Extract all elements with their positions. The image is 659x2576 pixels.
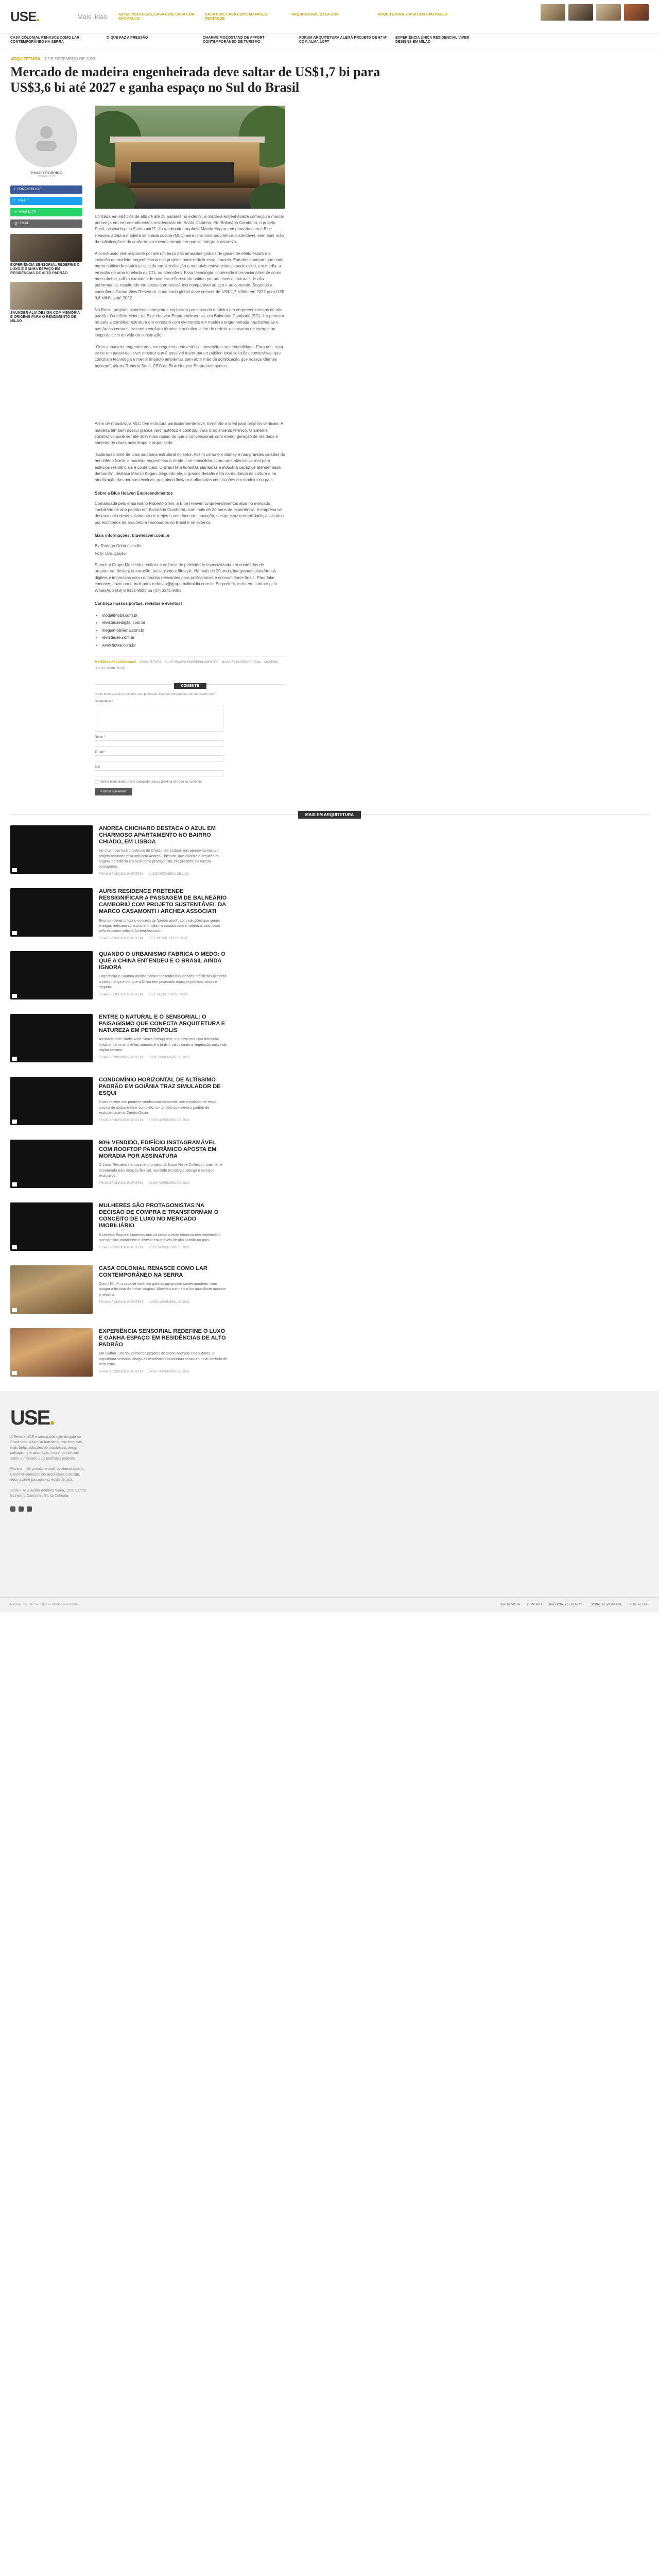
list-item-image[interactable] — [10, 1077, 93, 1125]
list-item-desc: No charmoso bairro histórico do Chiado, em Lisboa, nós apresentamos um projeto assinado pela arquiteta Andrea Chicharo, que valoriza a arquitetura original do edifício e o azul como protagonista, tão presente na cultura portuguesa. — [99, 849, 219, 869]
list-item-author[interactable]: THIAGO RODRIGO ROTSTEIN — [99, 1181, 143, 1185]
list-item-desc: Assinado pelo Studio Aline Souza Paisagismo, o projeto cria uma transição fluida entre os ambientes internos e o jardim, valorizando a vegetação nativa da região serrana. — [99, 1038, 227, 1052]
featured-caption: CASA COLONIAL RENASCE COMO LAR CONTEMPORÂNEO NA SERRA — [10, 36, 80, 44]
footer-link[interactable]: PORTAL USE — [629, 1603, 649, 1607]
footer-link[interactable]: USE REVISTA — [499, 1603, 520, 1607]
more-heading: MAIS EM ARQUITETURA — [10, 810, 649, 818]
paragraph: Além de robustez, a MLC tem estrutura particularmente leve, tornando-a ideal para projetos verticais. A madeira também possui grande valor estético e contribui para o isolamento térmico. O sistema construtivo pode ser até 30% mais rápido do que o convencional, com menor geração de resíduos e canteiro de obras mais limpo e organizado. — [95, 421, 283, 446]
list-item-author[interactable]: THIAGO RODRIGO ROTSTEIN — [99, 1300, 143, 1304]
most-read-tag: CASA COR, CASA COR SÃO PAULO, DESTAQUE — [205, 12, 269, 21]
quote-paragraph: "Com a madeira engenheirada, conseguimos unir estética, inovação e sustentabilidade. Para nós, trata-se de um passo decisivo: mostrar que é possível trazer para o público local soluções construtivas que conciliam tecnologia e menor impacto ambiental, sem abrir mão da sofisticação que nossos clientes buscam", afirma Roberto Stein, CEO da Blue Heaven Empreendimentos. — [95, 344, 285, 368]
share-whatsapp-button[interactable]: w WHATSAPP — [10, 208, 82, 216]
list-item-date: 14 DE NOVEMBRO DE 2023 — [149, 1370, 189, 1374]
camera-icon — [12, 1182, 17, 1187]
more-info-link[interactable]: Mais informações: blueheaven.com.br — [95, 533, 170, 538]
site-logo[interactable]: USE. — [10, 9, 40, 24]
facebook-icon[interactable] — [10, 1506, 15, 1512]
related-image — [10, 234, 82, 262]
featured-card[interactable] — [10, 36, 100, 45]
email-field[interactable] — [95, 755, 223, 761]
related-card[interactable] — [10, 282, 82, 324]
list-item-date: 26 DE NOVEMBRO DE 2023 — [149, 1118, 189, 1122]
comment-form — [95, 681, 285, 795]
footer-contact: Revista – Os portais, e-mail revistause.com.br, o melhor conteúdo em arquitetura e design, decoração e paisagismo, estilo de vida. — [10, 1467, 85, 1482]
list-item-desc: Em Gaffniz, um dos primeiros projetos do Stone Andrade Consultores, a arquitetura sensorial chega às residências brasileiras como um novo símbolo de bem-estar. — [99, 1352, 228, 1366]
list-item-date: 10 DE DEZEMBRO DE 2023 — [149, 873, 189, 876]
list-item-title[interactable]: MULHERES SÃO PROTAGONISTAS NA DECISÃO DE COMPRA E TRANSFORMAM O CONCEITO DE LUXO NO MERCADO IMOBILIÁRIO — [99, 1202, 219, 1229]
section-subtitle: Sobre a Blue Heaven Empreendimentos — [95, 490, 173, 496]
camera-icon — [12, 1308, 17, 1312]
footer-links — [500, 1603, 649, 1606]
list-item-title[interactable]: CASA COLONIAL RENASCE COMO LAR CONTEMPORÂNEO NA SERRA — [99, 1265, 207, 1279]
email-label: E-mail * — [95, 750, 106, 754]
related-caption: EXPERIÊNCIA SENSORIAL REDEFINE O LUXO E GANHA ESPAÇO EM RESIDÊNCIAS DE ALTO PADRÃO — [10, 263, 80, 275]
facebook-icon: f — [14, 188, 15, 191]
most-read-item[interactable] — [118, 13, 196, 21]
breadcrumb — [10, 57, 649, 61]
footer-address: Sede – Rua Julião Bemmel Vieira, 1000 Centro, Balneário Camboriú, Santa Catarina. — [10, 1488, 87, 1498]
portal-link[interactable]: • megaimobiliaria.com.br — [102, 627, 285, 634]
site-header — [0, 0, 659, 34]
thumb-image[interactable] — [568, 4, 593, 21]
tag-link[interactable]: BLUE HEAVEN EMPREENDIMENTOS — [164, 660, 219, 664]
tag-link[interactable]: ARQUITETURA — [139, 660, 162, 664]
portal-link[interactable]: • revistausedigital.com.br — [102, 619, 285, 626]
featured-card[interactable] — [299, 36, 389, 45]
instagram-icon[interactable] — [19, 1506, 24, 1512]
hero-image — [95, 106, 285, 209]
list-item-author[interactable]: THIAGO RODRIGO ROTSTEIN — [99, 1246, 143, 1249]
article-body — [95, 106, 285, 795]
camera-icon — [12, 994, 17, 998]
list-item[interactable] — [10, 1077, 649, 1132]
email-icon: @ — [14, 222, 18, 225]
footer-bottom-bar — [0, 1597, 659, 1613]
paragraph: Utilizada em edifícios de alto de até 18 andares no exterior, a madeira engenheirada começou a marcar presença em empreendimentos residenciais em Santa Catarina. Em Balneário Camboriú, o projeto Patel, assinado pelo Studio mk27, do renomado arquiteto Márcio Kogan, em parceria com a Blue Heaven, adota a madeira laminada colada (MLC) para criar uma arquitetura sustentável, sem abrir mão da sofisticação e do conforto, ao mesmo tempo em que se integra à natureza. — [95, 214, 284, 245]
list-item-image[interactable] — [10, 1140, 93, 1188]
paragraph: Somos o Grupo Multimídia, editora e agência de publicidade especializada em conteúdos de arquitetura, design, decoração, paisagismo e lifestyle. Há mais de 20 anos, integramos plataformas digitais e impressas com conteúdos relevantes para profissionais e consumidores finais. Para falar conosco, envie um e-mail para redacao@grupomultimidia.com.br. Se preferir, entre em contato pelo WhatsApp (48) 9 9121-9824 ou (47) 3241-9093. — [95, 563, 278, 593]
site-footer — [0, 1391, 659, 1613]
most-read-thumbs — [541, 4, 649, 21]
list-item-desc: Com 410 m², a casa de veraneio ganhou um projeto contemporâneo, sem apagar a história do imóvel original. Materiais naturais e luz abundante marcam a reforma. — [99, 1282, 226, 1297]
list-item[interactable] — [10, 825, 649, 881]
portal-link[interactable]: • revistause.com.br — [102, 634, 285, 641]
list-item-author[interactable]: THIAGO RODRIGO ROTSTEIN — [99, 1118, 143, 1122]
article-title: Mercado de madeira engenheirada deve saltar de US$1,7 bi para US$3,6 bi até 2027 e ganha espaço no Sul do Brasil — [10, 64, 380, 95]
author-avatar — [15, 106, 77, 167]
tag-list — [95, 656, 285, 670]
site-field[interactable] — [95, 770, 223, 776]
copyright: Revista USE 2023 – Todos os direitos reservados. — [10, 1603, 79, 1607]
footer-about: A Revista USE é uma publicação dirigida ao Brasil todo, à família brasileira, com foco nas mais belas soluções de arquitetura, design, paisagismo e decoração, trazendo notícias sobre o mercado e os melhores projetos. — [10, 1435, 82, 1461]
list-item-title[interactable]: AURIS RESIDENCE PRETENDE RESSIGNIFICAR A PASSAGEM DE BALNEÁRIO CAMBORIÚ COM PROJETO SUSTENTÁVEL DA MARCO CASAMONTI / ARCHEA ASSOCIATI — [99, 888, 227, 915]
whatsapp-icon: w — [14, 210, 17, 214]
footer-link[interactable]: AGÊNCIA DE EVENTOS — [549, 1603, 584, 1607]
thumb-image[interactable] — [596, 4, 621, 21]
related-caption: SAUNDER ALIA DESIGN COM MEMÓRIA E ORIGENS PARA O RENDIMENTO DE MILÃO — [10, 311, 80, 323]
list-item-image[interactable] — [10, 1265, 93, 1314]
social-links — [10, 1506, 649, 1512]
list-item-author[interactable]: THIAGO RODRIGO ROTSTEIN — [99, 993, 143, 996]
featured-caption: CHARME MOCOSTAND DE AFFORT CONTEMPORÂNEO DE TURISMO — [203, 36, 265, 44]
portal-link[interactable]: • modalimobil.com.br — [102, 612, 285, 619]
featured-caption: O QUE FAZ A PRESSÃO — [107, 36, 148, 40]
portals-heading: Conheça nossos portais, revistas e eventos! — [95, 601, 182, 606]
list-item[interactable] — [10, 1328, 649, 1384]
most-read-item[interactable] — [378, 13, 455, 21]
list-item-author[interactable]: THIAGO RODRIGO ROTSTEIN — [99, 873, 143, 876]
camera-icon — [12, 1057, 17, 1061]
list-item-date: 20 DE NOVEMBRO DE 2023 — [149, 1246, 189, 1249]
author-role: REDACTOR — [38, 175, 55, 178]
list-item-image[interactable] — [10, 1328, 93, 1377]
featured-card[interactable] — [203, 36, 293, 45]
name-label: Nome * — [95, 735, 106, 739]
list-item-title[interactable]: ENTRE O NATURAL E O SENSORIAL: O PAISAGISMO QUE CONECTA ARQUITETURA E NATUREZA EM PETRÓPOLIS — [99, 1013, 226, 1034]
list-item-image[interactable] — [10, 951, 93, 999]
camera-icon — [12, 1371, 17, 1375]
most-read-tag: ARQUITETURA, CASA COR — [291, 12, 339, 16]
list-item-author[interactable]: THIAGO RODRIGO ROTSTEIN — [99, 1056, 143, 1059]
list-item[interactable] — [10, 951, 649, 1007]
list-item-desc: A Lenvitta Empreendimentos mostra como a visão feminina tem redefinido o que significa morar bem e investir em imóveis de alto padrão no país. — [99, 1233, 221, 1242]
related-card[interactable] — [10, 234, 82, 276]
comment-label: Comentário * — [95, 700, 113, 703]
list-item-date: 1 DE DEZEMBRO DE 2023 — [149, 993, 187, 996]
portal-links — [95, 612, 285, 649]
more-in-architecture — [0, 795, 659, 1384]
list-item[interactable] — [10, 1202, 649, 1258]
footer-link[interactable]: CONTATO — [527, 1603, 542, 1607]
camera-icon — [12, 868, 17, 872]
paragraph: A construção civil responde por até um terço das emissões globais de gases de efeito estufa e a inclusão da madeira engenheirada nos projetos pode reduzir esse impacto. Estudos apontam que cada metro cúbico de madeira utilizada em substituição a materiais convencionais pode evitar, em média, a emissão de uma tonelada de CO₂ na atmosfera. Essa tecnologia, conhecida internacionalmente como mass timber, utiliza camadas de madeira reflorestada unidas por adesivos estruturais de alta performance, resultando em peças com resistência comparável ao aço e ao concreto. Segundo a consultoria Grand View Research, o mercado global deve crescer de US$ 1,7 bilhão em 2022 para US$ 3,6 bilhões até 2027. — [95, 251, 285, 301]
article-category[interactable]: ARQUITETURA — [10, 56, 41, 61]
list-item-title[interactable]: EXPERIÊNCIA SENSORIAL REDEFINE O LUXO E GANHA ESPAÇO EM RESIDÊNCIAS DE ALTO PADRÃO — [99, 1328, 226, 1348]
list-item[interactable] — [10, 888, 649, 944]
list-item-image[interactable] — [10, 825, 93, 874]
list-item-title[interactable]: ANDREA CHICHARO DESTACA O AZUL EM CHARMOSO APARTAMENTO NO BAIRRO CHIADO, EM LISBOA — [99, 825, 216, 845]
list-item-desc: O Lótus Residence é o primeiro projeto da Smart Home Collection totalmente estruturado para locação flexível, reunindo tecnologia, design e serviços exclusivos. — [99, 1163, 223, 1178]
featured-strip — [0, 34, 659, 49]
tag-link[interactable]: SETOR IMOBILIÁRIO — [95, 667, 125, 670]
list-item-title[interactable]: CONDOMÍNIO HORIZONTAL DE ALTÍSSIMO PADRÃO EM GOIÂNIA TRAZ SIMULADOR DE ESQUI — [99, 1076, 221, 1097]
camera-icon — [12, 1120, 17, 1124]
camera-icon — [12, 931, 17, 935]
list-item[interactable] — [10, 1265, 649, 1321]
paragraph: "Estamos diante de uma mudança estrutural no setor. Assim como em Sidney e nas grandes cidades do hemisfério Norte, a madeira engenheirada tende a se consolidar como uma alternativa real para edifícios residenciais e comerciais. O Brasil tem florestas plantadas e indústria capaz de atender essa demanda", destaca Márcio Kogan. Segundo ele, o grande desafio está na mudança de cultura e na atualização das normas técnicas, que ainda limitam a altura das construções em madeira no país. — [95, 452, 285, 483]
article-sidebar — [10, 106, 82, 795]
article-layout — [0, 95, 659, 795]
paragraph: No Brasil, projetos pioneiros começam a explorar a presença da madeira em empreendimentos de alto padrão. O edifício Mode, da Blue Heaven Empreendimentos, em Balneário Camboriú (SC), é o primeiro no país a combinar estrutura em concreto com elementos em madeira engenheirada nas fachadas e nas áreas comuns, trazendo conforto térmico e acústico, além de reduzir o consumo de energia ao longo do ciclo de vida da construção. — [95, 307, 284, 338]
name-field[interactable] — [95, 740, 223, 747]
featured-caption: EXPERIÊNCIA ÚNICA RESIDENCIAL VIVER DESIGNS EM MILÃO — [395, 36, 470, 44]
user-icon — [31, 121, 62, 152]
most-read-tag: ARTES PLÁSTICAS, CASA COR, CASA COR SÃO PAULO — [118, 12, 195, 21]
comment-textarea[interactable] — [95, 705, 223, 732]
paragraph: Comandada pelo empresário Roberto Stein, a Blue Heaven Empreendimentos atua no mercado imobiliário de alto padrão em Balneário Camboriú, com mais de 20 anos de experiência. A empresa se destaca pelo desenvolvimento de projetos com foco em inovação, design e sustentabilidade, assinados por escritórios de arquitetura renomados no Brasil e no exterior. — [95, 501, 284, 525]
list-item-desc: Empreendimento traz o conceito de "prédio ativo", com soluções que geram energia, reduzem consumo e ampliam o contato com a natureza, assinadas pelo escritório italiano Archea Associati. — [99, 919, 220, 933]
save-data-checkbox[interactable]: Salvar meus dados neste navegador para a próxima vez que eu comentar. — [95, 781, 285, 784]
checkbox-icon — [95, 781, 98, 784]
list-item-image[interactable] — [10, 1014, 93, 1062]
thumb-image[interactable] — [541, 4, 565, 21]
featured-caption: FÓRUM ARQUITETURA ALEMÃ PROJETO DE 67 M² COM ALMA LOFT — [299, 36, 388, 44]
list-item-desc: Goiás recebe seu primeiro condomínio horizontal com simulador de esqui, piscina de ondas e lazer completo, um projeto que eleva o padrão de exclusividade no Centro-Oeste. — [99, 1100, 218, 1115]
share-twitter-button[interactable]: t TWEET — [10, 197, 82, 205]
related-image — [10, 282, 82, 310]
comment-note: O seu endereço de e-mail não será publicado. Campos obrigatórios são marcados com * — [95, 692, 217, 696]
twitter-icon: t — [14, 199, 15, 202]
most-read-list — [118, 13, 455, 21]
most-read-item[interactable] — [205, 13, 282, 21]
list-item-image[interactable] — [10, 1202, 93, 1251]
footer-link[interactable]: SOBRE REVISTA USE — [591, 1603, 622, 1607]
tag-link[interactable]: MADEIRA ENGENHEIRADA — [221, 660, 262, 664]
article-date: 7 DE DEZEMBRO DE 2023 — [44, 56, 95, 61]
spacer — [95, 369, 285, 416]
share-facebook-button[interactable]: f COMPARTILHAR — [10, 185, 82, 194]
submit-comment-button[interactable]: Publicar comentário — [95, 788, 132, 795]
tags-label: MATÉRIAS RELACIONADAS — [95, 660, 136, 664]
site-label: Site — [95, 765, 100, 769]
youtube-icon[interactable] — [27, 1506, 32, 1512]
list-item-desc: Engenheira e Doutora analisa como o desenho das cidades brasileiras alimenta a insegurança e por que a China tem priorizado espaços públicos ativos e seguros. — [99, 975, 227, 989]
list-item[interactable] — [10, 1014, 649, 1070]
list-item-title[interactable]: 90% VENDIDO, EDIFÍCIO INSTAGRAMÁVEL COM ROOFTOP PANORÂMICO APOSTA EM MORADIA POR ASSINATURA — [99, 1139, 217, 1160]
list-item-date: 1 DE DEZEMBRO DE 2023 — [149, 937, 187, 941]
tag-link[interactable]: MADEIRA — [264, 660, 279, 664]
portal-link[interactable]: • www.hotee.com.br — [102, 642, 285, 649]
most-read-tag: ARQUITETURA, CASA COR SÃO PAULO — [378, 12, 447, 16]
credit: By Rodrigo Comunicação — [95, 544, 142, 549]
featured-card[interactable] — [395, 36, 485, 45]
photo-credit: Foto: Divulgação — [95, 551, 126, 556]
list-item-title[interactable]: QUANDO O URBANISMO FABRICA O MEDO: O QUE A CHINA ENTENDEU E O BRASIL AINDA IGNORA — [99, 951, 226, 971]
camera-icon — [12, 1245, 17, 1249]
most-read-label: Mais lidas — [77, 13, 107, 21]
list-item-date: 24 DE NOVEMBRO DE 2023 — [149, 1181, 189, 1185]
share-email-button[interactable]: @ EMAIL — [10, 219, 82, 228]
featured-card[interactable] — [107, 36, 197, 45]
list-item-date: 28 DE NOVEMBRO DE 2023 — [149, 1056, 189, 1059]
article-header — [0, 49, 659, 95]
footer-logo[interactable]: USE. — [10, 1406, 55, 1429]
list-item-date: 18 DE NOVEMBRO DE 2023 — [149, 1300, 189, 1304]
list-item-image[interactable] — [10, 888, 93, 937]
list-item-author[interactable]: THIAGO RODRIGO ROTSTEIN — [99, 1370, 143, 1374]
thumb-image[interactable] — [624, 4, 649, 21]
comment-heading: COMENTE — [95, 681, 285, 688]
list-item[interactable] — [10, 1140, 649, 1195]
author-name[interactable]: THIAGO RODRIGO — [30, 171, 63, 175]
most-read-item[interactable] — [291, 13, 369, 21]
list-item-author[interactable]: THIAGO RODRIGO ROTSTEIN — [99, 937, 143, 941]
